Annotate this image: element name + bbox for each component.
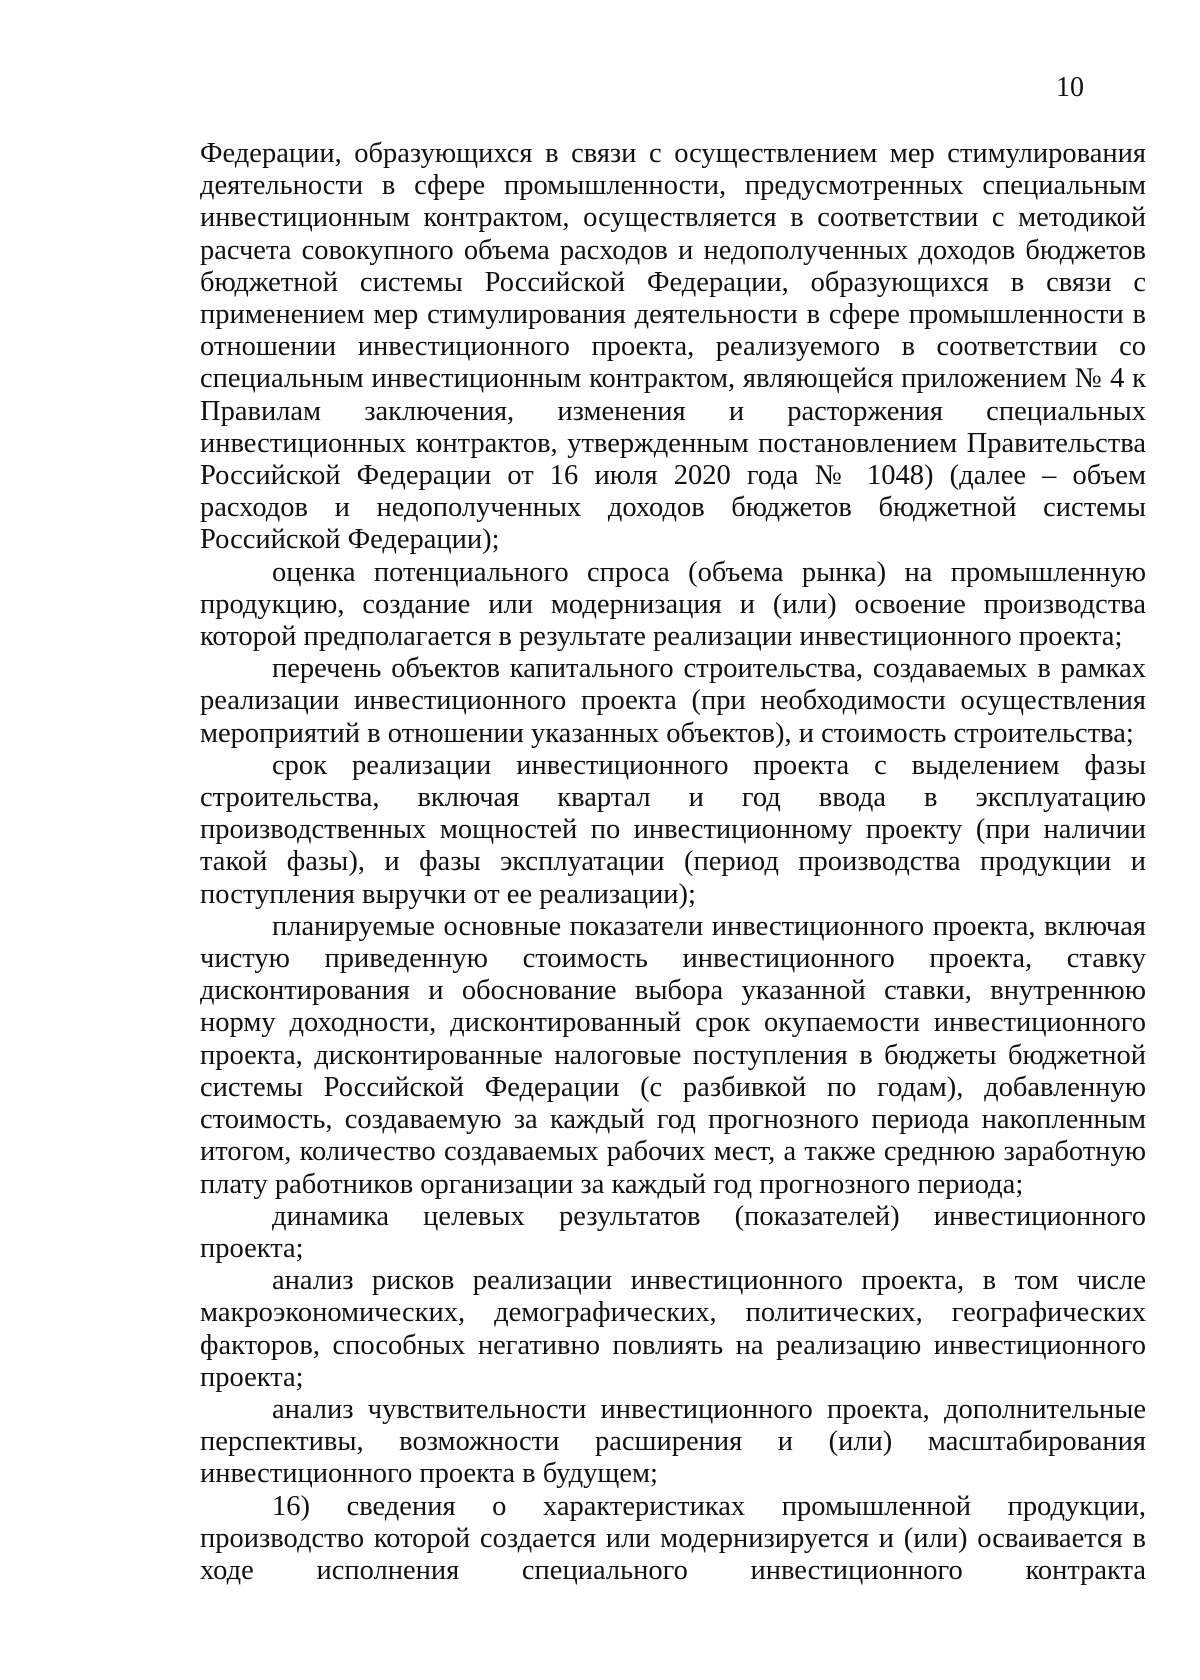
paragraph-demand-assessment: оценка потенциального спроса (объема рынка) на промышленную продукцию, создание или модернизация и (или) освоение производства которой предполагается в результате реализации инвестиционного проекта; <box>200 556 1146 653</box>
paragraph-project-timeline: срок реализации инвестиционного проекта с выделением фазы строительства, включая квартал и год ввода в эксплуатацию производственных мощностей по инвестиционному проекту (при наличии такой фазы), и фазы эксплуатации (период производства продукции и поступления выручки от ее реализации); <box>200 749 1146 910</box>
paragraph-key-indicators: планируемые основные показатели инвестиционного проекта, включая чистую приведенную стоимость инвестиционного проекта, ставку дисконтирования и обоснование выбора указанной ставки, внутреннюю норму доходности, дисконтированный срок окупаемости инвестиционного проекта, дисконтированные налоговые поступления в бюджеты бюджетной системы Российской Федерации (с разбивкой по годам), добавленную стоимость, создаваемую за каждый год прогнозного периода накопленным итогом, количество создаваемых рабочих мест, а также среднюю заработную плату работников организации за каждый год прогнозного периода; <box>200 910 1146 1200</box>
paragraph-continuation: Федерации, образующихся в связи с осуществлением мер стимулирования деятельности в сфере промышленности, предусмотренных специальным инвестиционным контрактом, осуществляется в соответствии с методикой расчета совокупного объема расходов и недополученных доходов бюджетов бюджетной системы Российской Федерации, образующихся в связи с применением мер стимулирования деятельности в сфере промышленности в отношении инвестиционного проекта, реализуемого в соответствии со специальным инвестиционным контрактом, являющейся приложением № 4 к Правилам заключения, изменения и расторжения специальных инвестиционных контрактов, утвержденным постановлением Правительства Российской Федерации от 16 июля 2020 года № 1048) (далее – объем расходов и недополученных доходов бюджетов бюджетной системы Российской Федерации); <box>200 138 1146 556</box>
document-body <box>200 138 1146 1587</box>
paragraph-sensitivity-analysis: анализ чувствительности инвестиционного проекта, дополнительные перспективы, возможности расширения и (или) масштабирования инвестиционного проекта в будущем; <box>200 1393 1146 1490</box>
paragraph-target-dynamics: динамика целевых результатов (показателей) инвестиционного проекта; <box>200 1200 1146 1264</box>
paragraph-construction-objects: перечень объектов капитального строительства, создаваемых в рамках реализации инвестиционного проекта (при необходимости осуществления мероприятий в отношении указанных объектов), и стоимость строительства; <box>200 653 1146 749</box>
paragraph-item-16: 16) сведения о характеристиках промышленной продукции, производство которой создается или модернизируется и (или) осваивается в ходе исполнения специального инвестиционного контракта <box>200 1490 1146 1586</box>
page-number: 10 <box>1056 72 1084 103</box>
paragraph-risk-analysis: анализ рисков реализации инвестиционного проекта, в том числе макроэкономических, демографических, политических, географических факторов, способных негативно повлиять на реализацию инвестиционного проекта; <box>200 1265 1146 1393</box>
